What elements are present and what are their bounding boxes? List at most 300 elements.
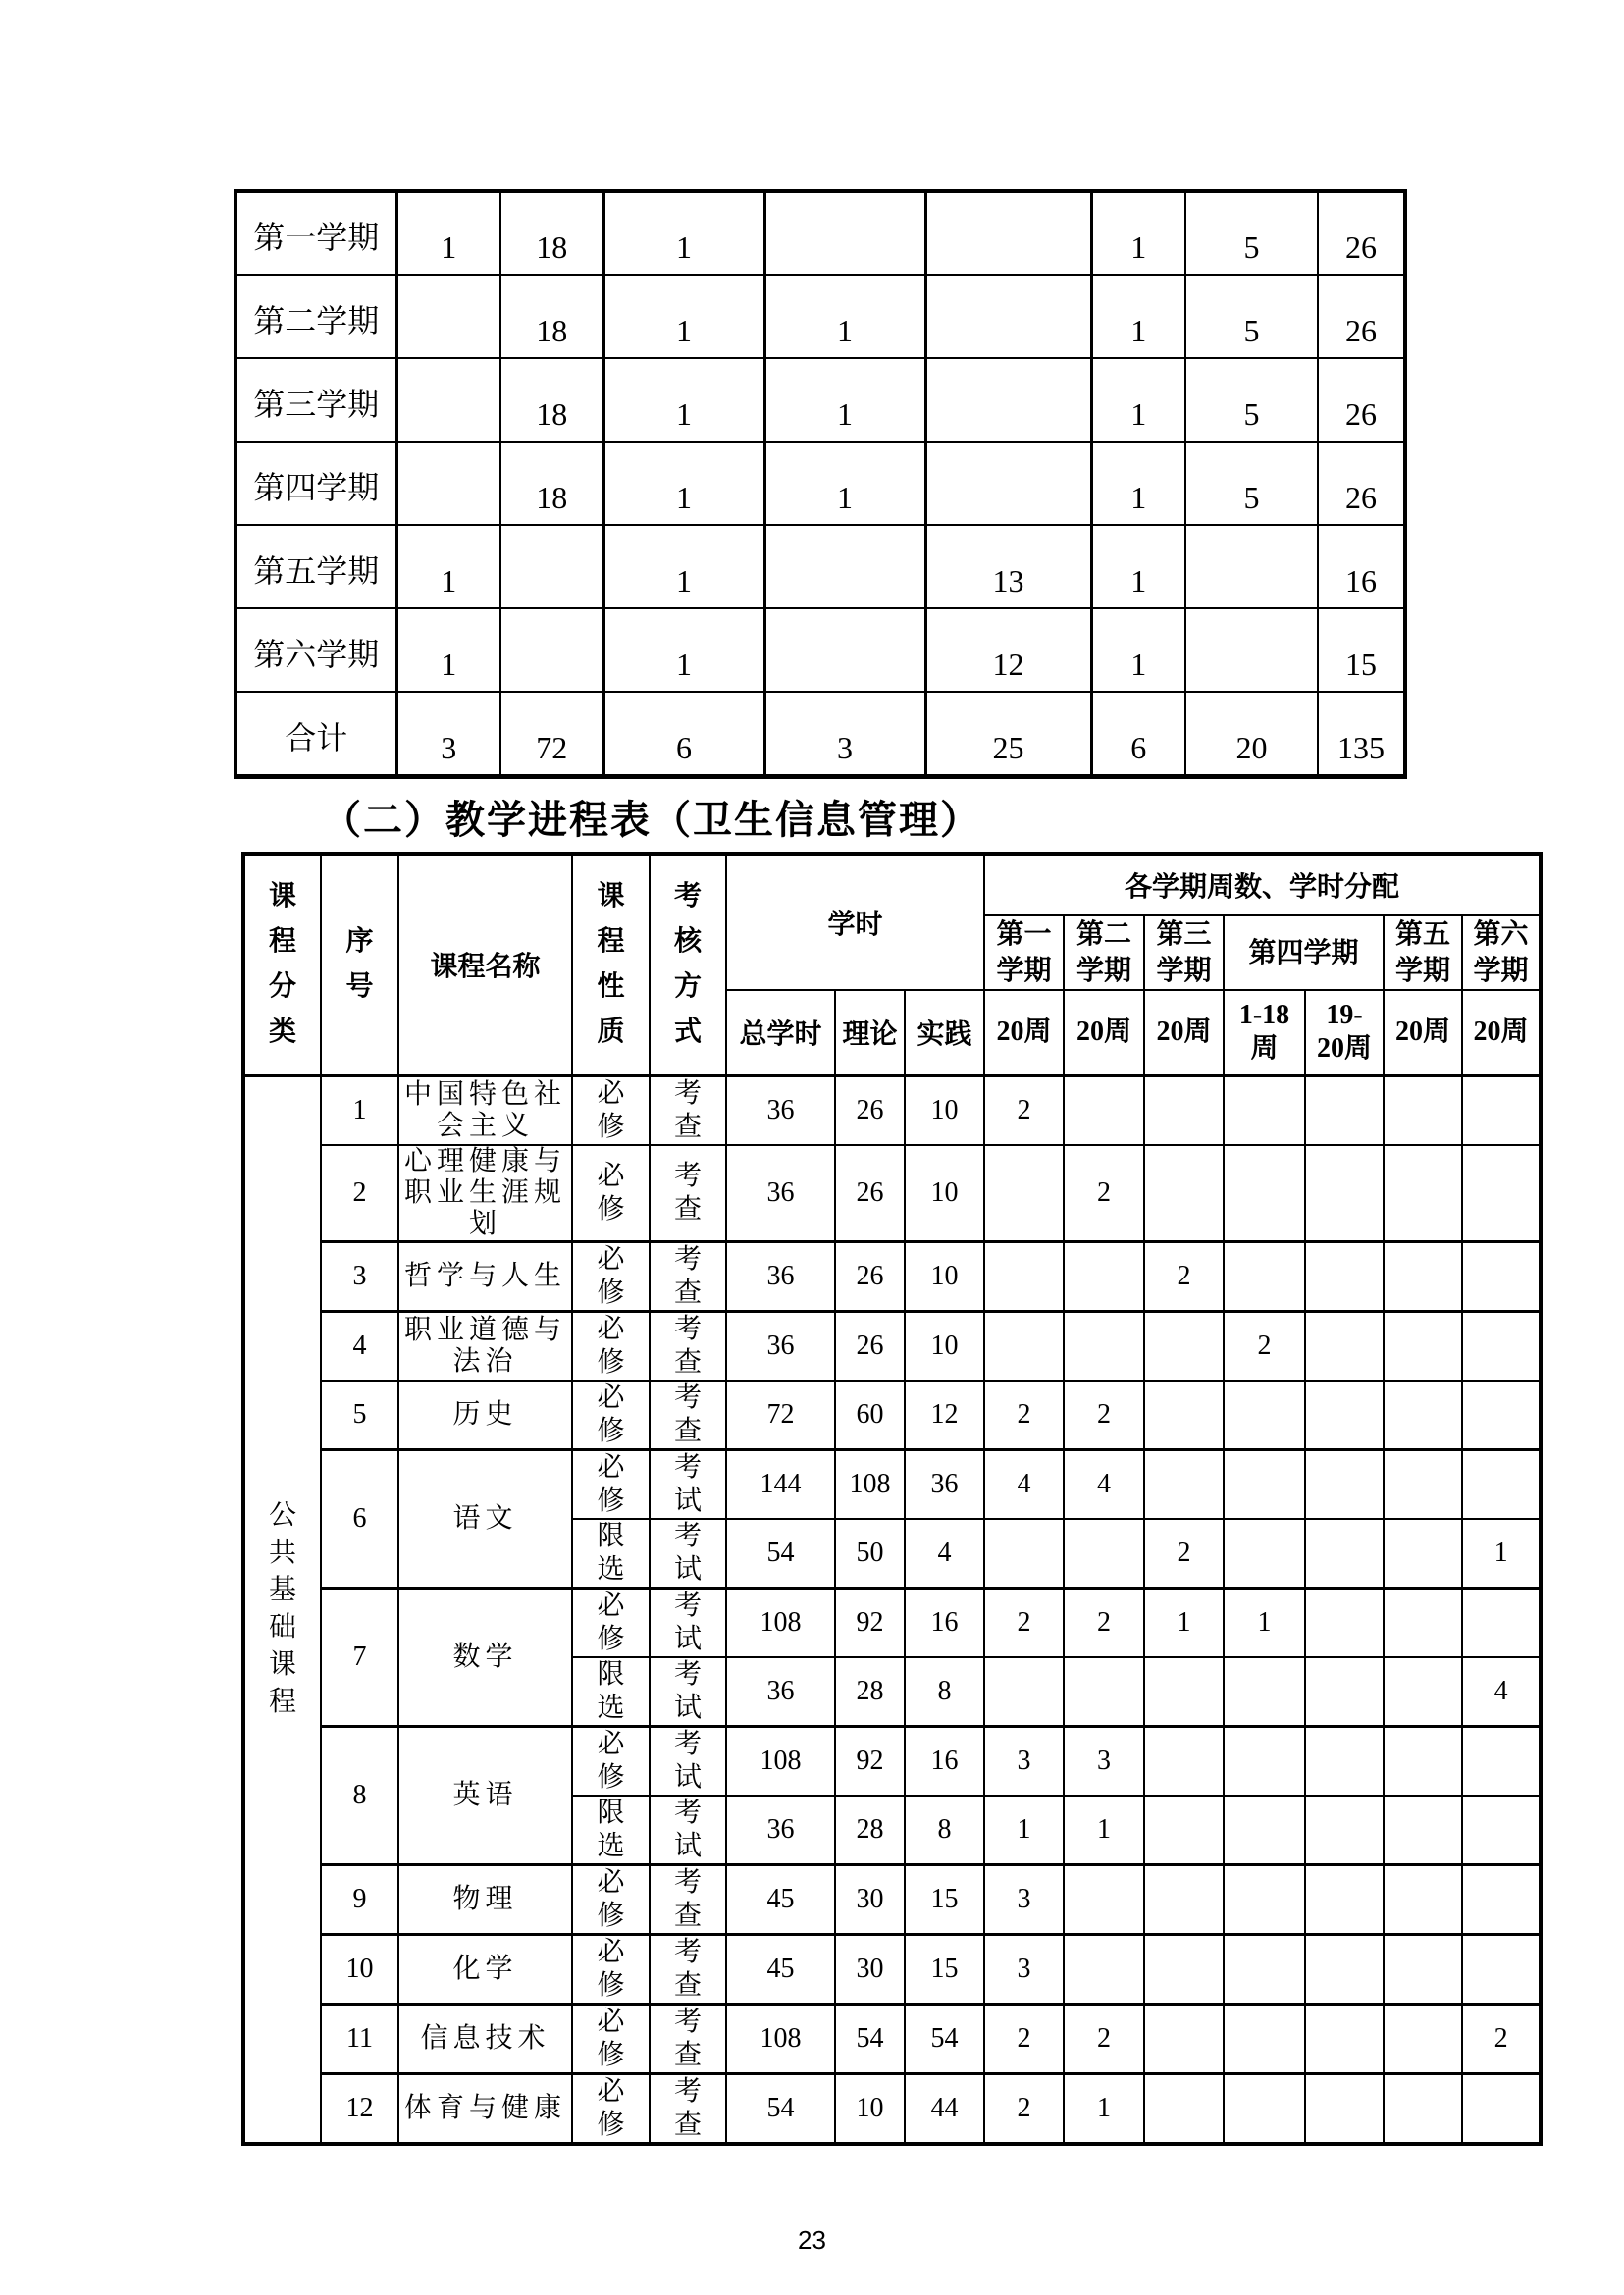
course-row <box>243 2073 1541 2144</box>
total-hours-cell: 36 <box>726 1075 835 1145</box>
cell: 6 <box>1091 692 1185 776</box>
cell: 1 <box>603 358 764 442</box>
cell: 1 <box>603 525 764 608</box>
practice-cell: 36 <box>905 1449 984 1519</box>
total-hours-cell: 45 <box>726 1864 835 1934</box>
sem-cell <box>1305 1934 1384 2004</box>
sem-cell <box>1305 1588 1384 1657</box>
course-name-cell: 历史 <box>398 1381 572 1450</box>
cell: 3 <box>396 692 500 776</box>
course-row <box>243 2004 1541 2073</box>
theory-cell: 108 <box>835 1449 905 1519</box>
sem-cell: 2 <box>1064 1145 1144 1242</box>
sem-cell: 2 <box>984 1381 1064 1450</box>
theory-cell: 26 <box>835 1241 905 1311</box>
cell <box>925 191 1091 275</box>
theory-cell: 26 <box>835 1311 905 1381</box>
sem-cell: 1 <box>1144 1588 1224 1657</box>
row-label: 第四学期 <box>236 442 396 525</box>
section-heading: （二）教学进程表（卫生信息管理） <box>322 798 981 842</box>
cell <box>396 442 500 525</box>
header-weeks-2: 20周 <box>1064 990 1144 1075</box>
nature-cell: 必 修 <box>572 1381 650 1450</box>
course-name-cell: 化学 <box>398 1934 572 2004</box>
header-practice: 实践 <box>905 990 984 1075</box>
cell: 1 <box>1091 525 1185 608</box>
sem-cell <box>1224 2073 1305 2144</box>
sem-cell <box>1064 1934 1144 2004</box>
cell: 18 <box>500 191 603 275</box>
cell: 1 <box>396 191 500 275</box>
cell <box>1185 608 1318 692</box>
teaching-schedule-table <box>241 852 1543 2146</box>
sem-cell: 1 <box>1064 2073 1144 2144</box>
nature-cell: 必 修 <box>572 1145 650 1242</box>
course-row <box>243 1241 1541 1311</box>
course-name-cell: 哲学与人生 <box>398 1241 572 1311</box>
nature-cell: 必 修 <box>572 2073 650 2144</box>
course-name-cell: 体育与健康 <box>398 2073 572 2144</box>
total-hours-cell: 36 <box>726 1311 835 1381</box>
sem-cell <box>1064 1519 1144 1589</box>
method-cell: 考 试 <box>650 1657 726 1727</box>
theory-cell: 92 <box>835 1588 905 1657</box>
header-sem-4: 第四学期 <box>1224 915 1384 990</box>
sem-cell <box>1144 1311 1224 1381</box>
seq-cell: 2 <box>321 1145 398 1242</box>
seq-cell: 9 <box>321 1864 398 1934</box>
sem-cell <box>1224 2004 1305 2073</box>
total-hours-cell: 36 <box>726 1241 835 1311</box>
sem-cell <box>1305 1657 1384 1727</box>
sem-cell <box>1144 1657 1224 1727</box>
course-row <box>243 1588 1541 1657</box>
method-cell: 考 试 <box>650 1796 726 1865</box>
cell: 135 <box>1318 692 1405 776</box>
method-cell: 考 试 <box>650 1519 726 1589</box>
total-hours-cell: 108 <box>726 1588 835 1657</box>
cell <box>396 275 500 358</box>
sem-cell <box>1384 2004 1462 2073</box>
total-hours-cell: 108 <box>726 2004 835 2073</box>
nature-cell: 限 选 <box>572 1657 650 1727</box>
sem-cell <box>1384 1726 1462 1796</box>
sem-cell <box>1384 1075 1462 1145</box>
row-label: 第三学期 <box>236 358 396 442</box>
course-row <box>243 1075 1541 1145</box>
practice-cell: 15 <box>905 1934 984 2004</box>
seq-cell: 1 <box>321 1075 398 1145</box>
header-sem-3: 第三 学期 <box>1144 915 1224 990</box>
header-weeks-4b: 19- 20周 <box>1305 990 1384 1075</box>
total-hours-cell: 36 <box>726 1796 835 1865</box>
sem-cell <box>1224 1934 1305 2004</box>
sem-cell: 4 <box>984 1449 1064 1519</box>
sem-cell <box>984 1145 1064 1242</box>
sem-cell <box>1384 1657 1462 1727</box>
table-row <box>236 442 1405 525</box>
cell: 18 <box>500 358 603 442</box>
cell <box>1185 525 1318 608</box>
sem-cell <box>1462 2073 1541 2144</box>
sem-cell <box>1462 1145 1541 1242</box>
nature-cell: 必 修 <box>572 1241 650 1311</box>
header-semester-group: 各学期周数、学时分配 <box>984 854 1541 915</box>
sem-cell <box>1462 1075 1541 1145</box>
cell <box>764 191 925 275</box>
sem-cell <box>1144 1726 1224 1796</box>
nature-cell: 必 修 <box>572 2004 650 2073</box>
header-weeks-6: 20周 <box>1462 990 1541 1075</box>
sem-cell <box>1305 1796 1384 1865</box>
practice-cell: 10 <box>905 1311 984 1381</box>
table-row <box>236 191 1405 275</box>
header-weeks-4a: 1-18 周 <box>1224 990 1305 1075</box>
theory-cell: 50 <box>835 1519 905 1589</box>
method-cell: 考 查 <box>650 2073 726 2144</box>
course-name-cell: 数学 <box>398 1588 572 1726</box>
sem-cell <box>1224 1381 1305 1450</box>
cell: 72 <box>500 692 603 776</box>
sem-cell <box>1144 2073 1224 2144</box>
header-category: 课 程 分 类 <box>243 854 321 1075</box>
header-weeks-5: 20周 <box>1384 990 1462 1075</box>
header-seq: 序 号 <box>321 854 398 1075</box>
seq-cell: 12 <box>321 2073 398 2144</box>
sem-cell <box>984 1519 1064 1589</box>
sem-cell <box>1305 1311 1384 1381</box>
method-cell: 考 试 <box>650 1726 726 1796</box>
practice-cell: 4 <box>905 1519 984 1589</box>
header-hours-group: 学时 <box>726 854 984 990</box>
sem-cell <box>1462 1864 1541 1934</box>
course-name-cell: 心理健康与 职业生涯规 划 <box>398 1145 572 1242</box>
sem-cell <box>1305 2073 1384 2144</box>
sem-cell: 1 <box>1224 1588 1305 1657</box>
cell: 16 <box>1318 525 1405 608</box>
sem-cell <box>1305 1381 1384 1450</box>
sem-cell <box>1305 1449 1384 1519</box>
sem-cell: 2 <box>1064 1381 1144 1450</box>
total-hours-cell: 36 <box>726 1657 835 1727</box>
course-row <box>243 1311 1541 1381</box>
sem-cell: 4 <box>1064 1449 1144 1519</box>
cell: 1 <box>603 275 764 358</box>
sem-cell <box>1462 1241 1541 1311</box>
sem-cell <box>1064 1657 1144 1727</box>
sem-cell <box>1224 1241 1305 1311</box>
sem-cell <box>1224 1796 1305 1865</box>
sem-cell <box>1384 1519 1462 1589</box>
sem-cell: 4 <box>1462 1657 1541 1727</box>
header-sem-1: 第一 学期 <box>984 915 1064 990</box>
cell <box>500 525 603 608</box>
cell: 26 <box>1318 358 1405 442</box>
practice-cell: 15 <box>905 1864 984 1934</box>
header-row-1 <box>243 854 1541 915</box>
course-row <box>243 1726 1541 1796</box>
semester-summary-table <box>234 189 1407 779</box>
table-row-total <box>236 692 1405 776</box>
sem-cell <box>1224 1449 1305 1519</box>
theory-cell: 26 <box>835 1075 905 1145</box>
header-course-name: 课程名称 <box>398 854 572 1075</box>
sem-cell <box>1305 1075 1384 1145</box>
header-sem-2: 第二 学期 <box>1064 915 1144 990</box>
sem-cell <box>1384 1241 1462 1311</box>
course-name-cell: 信息技术 <box>398 2004 572 2073</box>
cell: 18 <box>500 442 603 525</box>
sem-cell: 1 <box>984 1796 1064 1865</box>
seq-cell: 10 <box>321 1934 398 2004</box>
sem-cell <box>1305 1864 1384 1934</box>
seq-cell: 7 <box>321 1588 398 1726</box>
header-sem-6: 第六 学期 <box>1462 915 1541 990</box>
method-cell: 考 查 <box>650 1381 726 1450</box>
course-name-cell: 职业道德与 法治 <box>398 1311 572 1381</box>
cell: 1 <box>1091 358 1185 442</box>
theory-cell: 10 <box>835 2073 905 2144</box>
header-theory: 理论 <box>835 990 905 1075</box>
cell: 26 <box>1318 191 1405 275</box>
nature-cell: 限 选 <box>572 1796 650 1865</box>
nature-cell: 必 修 <box>572 1864 650 1934</box>
cell: 25 <box>925 692 1091 776</box>
cell: 1 <box>603 608 764 692</box>
sem-cell <box>1224 1657 1305 1727</box>
sem-cell <box>1305 1241 1384 1311</box>
course-name-cell: 英语 <box>398 1726 572 1864</box>
page-number: 23 <box>798 2225 826 2255</box>
cell <box>500 608 603 692</box>
course-row <box>243 1864 1541 1934</box>
cell <box>396 358 500 442</box>
seq-cell: 11 <box>321 2004 398 2073</box>
practice-cell: 10 <box>905 1075 984 1145</box>
cell <box>764 608 925 692</box>
sem-cell <box>1144 1145 1224 1242</box>
cell: 1 <box>764 358 925 442</box>
sem-cell <box>1064 1864 1144 1934</box>
header-course-nature: 课 程 性 质 <box>572 854 650 1075</box>
sem-cell <box>1064 1075 1144 1145</box>
total-hours-cell: 144 <box>726 1449 835 1519</box>
practice-cell: 12 <box>905 1381 984 1450</box>
sem-cell <box>1064 1241 1144 1311</box>
theory-cell: 26 <box>835 1145 905 1242</box>
cell <box>764 525 925 608</box>
sem-cell: 1 <box>1462 1519 1541 1589</box>
sem-cell <box>1144 1864 1224 1934</box>
table-row <box>236 525 1405 608</box>
theory-cell: 92 <box>835 1726 905 1796</box>
sem-cell <box>1144 2004 1224 2073</box>
table-row <box>236 358 1405 442</box>
sem-cell: 2 <box>984 1075 1064 1145</box>
cell: 18 <box>500 275 603 358</box>
cell: 5 <box>1185 358 1318 442</box>
practice-cell: 8 <box>905 1657 984 1727</box>
cell: 5 <box>1185 275 1318 358</box>
cell <box>925 358 1091 442</box>
sem-cell <box>1144 1449 1224 1519</box>
sem-cell: 3 <box>984 1864 1064 1934</box>
sem-cell: 2 <box>1462 2004 1541 2073</box>
sem-cell: 2 <box>1144 1519 1224 1589</box>
method-cell: 考 查 <box>650 1075 726 1145</box>
sem-cell <box>984 1311 1064 1381</box>
sem-cell <box>1462 1311 1541 1381</box>
header-weeks-3: 20周 <box>1144 990 1224 1075</box>
sem-cell <box>1462 1726 1541 1796</box>
theory-cell: 30 <box>835 1934 905 2004</box>
sem-cell: 2 <box>1224 1311 1305 1381</box>
cell: 26 <box>1318 275 1405 358</box>
course-name-cell: 中国特色社 会主义 <box>398 1075 572 1145</box>
sem-cell <box>984 1241 1064 1311</box>
sem-cell <box>1462 1381 1541 1450</box>
sem-cell <box>1384 2073 1462 2144</box>
sem-cell <box>1462 1449 1541 1519</box>
sem-cell <box>1305 1726 1384 1796</box>
method-cell: 考 查 <box>650 1934 726 2004</box>
sem-cell <box>984 1657 1064 1727</box>
method-cell: 考 试 <box>650 1449 726 1519</box>
sem-cell <box>1144 1381 1224 1450</box>
sem-cell <box>1384 1381 1462 1450</box>
practice-cell: 16 <box>905 1588 984 1657</box>
cell: 1 <box>603 191 764 275</box>
sem-cell <box>1224 1519 1305 1589</box>
cell: 5 <box>1185 191 1318 275</box>
cell: 1 <box>1091 442 1185 525</box>
method-cell: 考 查 <box>650 1311 726 1381</box>
cell <box>925 275 1091 358</box>
sem-cell: 1 <box>1064 1796 1144 1865</box>
row-label: 第六学期 <box>236 608 396 692</box>
cell: 1 <box>1091 275 1185 358</box>
sem-cell <box>1462 1934 1541 2004</box>
method-cell: 考 查 <box>650 1241 726 1311</box>
practice-cell: 8 <box>905 1796 984 1865</box>
method-cell: 考 试 <box>650 1588 726 1657</box>
table-row <box>236 275 1405 358</box>
theory-cell: 28 <box>835 1657 905 1727</box>
cell: 1 <box>396 608 500 692</box>
sem-cell <box>1384 1864 1462 1934</box>
seq-cell: 5 <box>321 1381 398 1450</box>
sem-cell: 3 <box>984 1726 1064 1796</box>
seq-cell: 8 <box>321 1726 398 1864</box>
sem-cell: 2 <box>1064 1588 1144 1657</box>
cell: 15 <box>1318 608 1405 692</box>
sem-cell <box>1144 1934 1224 2004</box>
practice-cell: 54 <box>905 2004 984 2073</box>
sem-cell: 2 <box>984 2073 1064 2144</box>
sem-cell <box>1384 1934 1462 2004</box>
cell <box>925 442 1091 525</box>
table-row <box>236 608 1405 692</box>
cell: 3 <box>764 692 925 776</box>
header-sem-5: 第五 学期 <box>1384 915 1462 990</box>
seq-cell: 4 <box>321 1311 398 1381</box>
sem-cell <box>1224 1075 1305 1145</box>
course-name-cell: 物理 <box>398 1864 572 1934</box>
sem-cell: 2 <box>984 1588 1064 1657</box>
cell: 1 <box>764 275 925 358</box>
cell: 5 <box>1185 442 1318 525</box>
total-hours-cell: 72 <box>726 1381 835 1450</box>
nature-cell: 必 修 <box>572 1934 650 2004</box>
practice-cell: 16 <box>905 1726 984 1796</box>
row-label: 第五学期 <box>236 525 396 608</box>
method-cell: 考 查 <box>650 1864 726 1934</box>
total-hours-cell: 36 <box>726 1145 835 1242</box>
sem-cell <box>1384 1588 1462 1657</box>
sem-cell <box>1224 1726 1305 1796</box>
nature-cell: 限 选 <box>572 1519 650 1589</box>
cell: 13 <box>925 525 1091 608</box>
sem-cell <box>1384 1311 1462 1381</box>
header-assess-method: 考 核 方 式 <box>650 854 726 1075</box>
sem-cell: 3 <box>984 1934 1064 2004</box>
row-label: 第一学期 <box>236 191 396 275</box>
method-cell: 考 查 <box>650 2004 726 2073</box>
cell: 1 <box>764 442 925 525</box>
header-weeks-1: 20周 <box>984 990 1064 1075</box>
sem-cell: 2 <box>984 2004 1064 2073</box>
sem-cell <box>1144 1075 1224 1145</box>
practice-cell: 10 <box>905 1241 984 1311</box>
cell: 1 <box>1091 191 1185 275</box>
seq-cell: 6 <box>321 1449 398 1588</box>
header-total-hours: 总学时 <box>726 990 835 1075</box>
category-cell: 公 共 基 础 课 程 <box>243 1075 321 2144</box>
cell: 1 <box>396 525 500 608</box>
course-row <box>243 1934 1541 2004</box>
total-hours-cell: 45 <box>726 1934 835 2004</box>
sem-cell <box>1384 1145 1462 1242</box>
total-hours-cell: 54 <box>726 1519 835 1589</box>
sem-cell <box>1224 1864 1305 1934</box>
sem-cell <box>1384 1796 1462 1865</box>
theory-cell: 60 <box>835 1381 905 1450</box>
sem-cell <box>1462 1588 1541 1657</box>
method-cell: 考 查 <box>650 1145 726 1242</box>
theory-cell: 54 <box>835 2004 905 2073</box>
nature-cell: 必 修 <box>572 1449 650 1519</box>
sem-cell: 2 <box>1064 2004 1144 2073</box>
cell: 1 <box>603 442 764 525</box>
course-row <box>243 1381 1541 1450</box>
nature-cell: 必 修 <box>572 1311 650 1381</box>
cell: 26 <box>1318 442 1405 525</box>
total-hours-cell: 108 <box>726 1726 835 1796</box>
cell: 1 <box>1091 608 1185 692</box>
total-hours-cell: 54 <box>726 2073 835 2144</box>
course-name-cell: 语文 <box>398 1449 572 1588</box>
practice-cell: 44 <box>905 2073 984 2144</box>
sem-cell <box>1224 1145 1305 1242</box>
row-label-total: 合计 <box>236 692 396 776</box>
cell: 12 <box>925 608 1091 692</box>
course-row <box>243 1449 1541 1519</box>
sem-cell <box>1305 1145 1384 1242</box>
theory-cell: 28 <box>835 1796 905 1865</box>
sem-cell <box>1305 2004 1384 2073</box>
practice-cell: 10 <box>905 1145 984 1242</box>
row-label: 第二学期 <box>236 275 396 358</box>
